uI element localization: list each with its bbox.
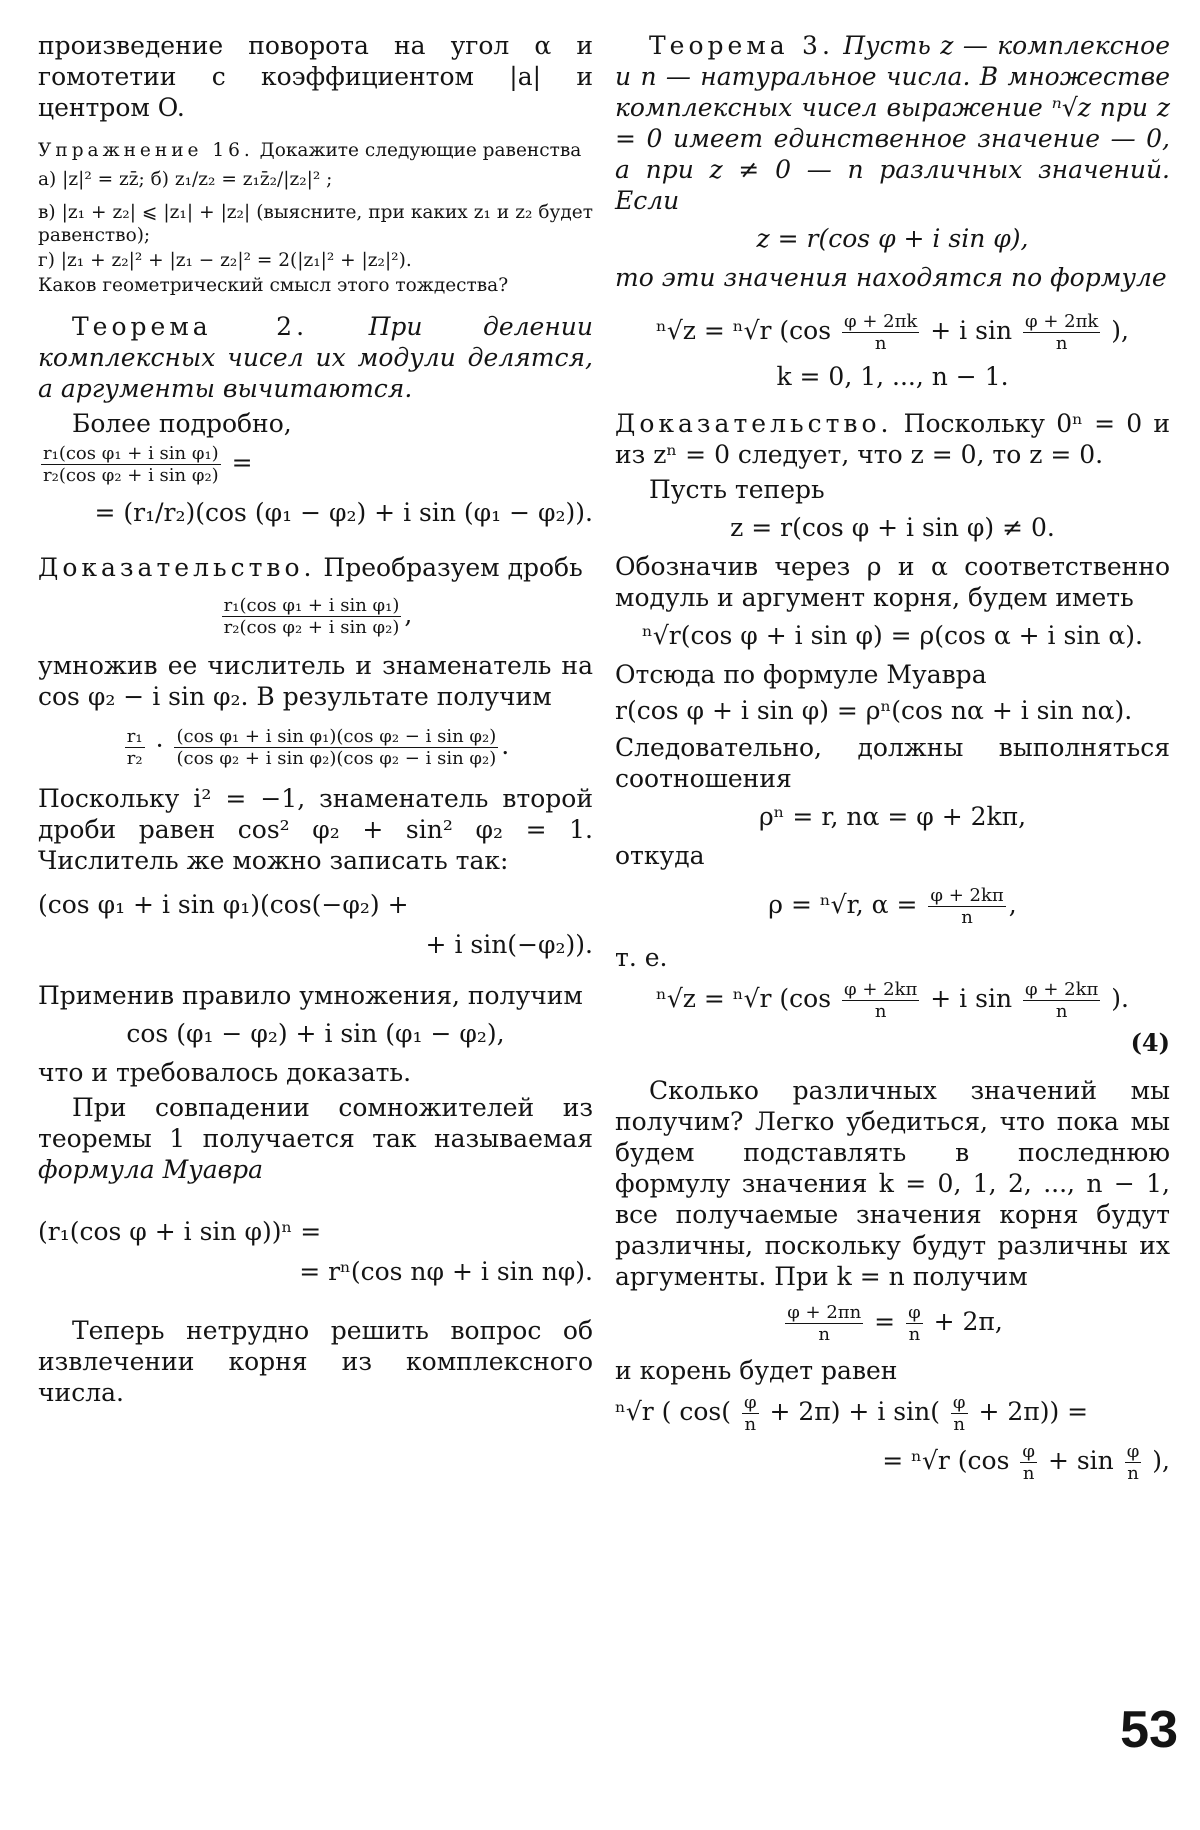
paragraph: Поскольку i² = −1, знаменатель второй дроби равен cos² φ₂ + sin² φ₂ = 1. Числитель же можно записать так: — [38, 784, 593, 875]
formula-denominator: n — [874, 1001, 887, 1022]
formula-fraction — [38, 595, 593, 638]
proof — [38, 552, 593, 583]
formula-part: = — [874, 1307, 896, 1336]
paragraph: Более подробно, — [72, 409, 292, 438]
formula-root-k-n-1 — [615, 1392, 1170, 1435]
formula-part: + sin — [1047, 1446, 1114, 1475]
formula-part: + 2π, — [933, 1307, 1003, 1336]
formula-product — [38, 726, 593, 769]
formula-part: + 2π) + i sin( — [769, 1397, 940, 1426]
paragraph: и корень будет равен — [615, 1356, 898, 1385]
formula-numerator: r₁(cos φ₁ + i sin φ₁) — [43, 443, 219, 464]
formula-part: ρ = ⁿ√r, α = — [768, 890, 918, 919]
exercise-16 — [38, 139, 593, 297]
page-number: 53 — [1120, 1701, 1178, 1759]
formula-punct: , — [404, 600, 413, 629]
formula-numerator: φ + 2kπ — [844, 979, 918, 1000]
formula-denominator: n — [1022, 1463, 1035, 1484]
paragraph — [38, 1092, 593, 1185]
formula-part: , — [1008, 890, 1017, 919]
paragraph-text: При совпадении сомножителей из теоремы 1 получается так называемая — [38, 1093, 593, 1153]
formula-k-range: k = 0, 1, ..., n − 1. — [776, 362, 1009, 391]
formula-numerator: r₁ — [126, 726, 143, 747]
formula-numerator: φ + 2kπ — [930, 885, 1004, 906]
formula-denominator: n — [744, 1414, 757, 1435]
formula-numerator: (cos φ₁ + i sin φ₁)(cos φ₂ − i sin φ₂) — [176, 726, 497, 747]
formula-z: z = r(cos φ + i sin φ), — [756, 224, 1029, 253]
formula-denominator: r₂(cos φ₂ + i sin φ₂) — [223, 617, 400, 638]
formula-denominator: (cos φ₂ + i sin φ₂)(cos φ₂ − i sin φ₂) — [176, 748, 497, 769]
formula-denominator: r₂ — [126, 748, 143, 769]
formula-numerator: r₁(cos φ₁ + i sin φ₁) — [223, 595, 400, 616]
formula-part: ⁿ√z = ⁿ√r (cos — [656, 984, 832, 1013]
formula-de-moivre-1: (r₁(cos φ + i sin φ))ⁿ = — [38, 1217, 322, 1246]
paragraph: умножив ее числитель и знаменатель на cos φ₂ − i sin φ₂. В результате получим — [38, 651, 593, 711]
exercise-g: г) |z₁ + z₂|² + |z₁ − z₂|² = 2(|z₁|² + |z₂|²). — [38, 250, 412, 271]
formula-denominator: n — [953, 1414, 965, 1435]
exercise-a: а) |z|² = zz̄; — [38, 169, 145, 190]
paragraph: то эти значения находятся по формуле — [615, 263, 1167, 292]
formula-denominator: n — [1127, 1463, 1139, 1484]
formula-part: ⁿ√z = ⁿ√r (cos — [656, 316, 832, 345]
proof-heading: Доказательство. — [615, 409, 893, 438]
theorem-2 — [38, 311, 593, 404]
proof-heading: Доказательство. — [38, 553, 316, 582]
formula-denominator: n — [961, 907, 973, 928]
formula-root-k-n-2 — [615, 1441, 1170, 1484]
formula-argument — [615, 1302, 1170, 1345]
paragraph: что и требовалось доказать. — [38, 1058, 412, 1087]
formula-roots-4 — [615, 979, 1170, 1022]
formula-numerator: φ + 2πn — [787, 1302, 862, 1323]
formula-denominator: n — [1055, 1001, 1068, 1022]
formula-numerator: φ — [1022, 1441, 1035, 1462]
proof-text: Поскольку 0ⁿ = 0 и из zⁿ = 0 следует, что z = 0, то z = 0. — [615, 409, 1170, 469]
formula-root-def: ⁿ√r(cos φ + i sin φ) = ρ(cos α + i sin α). — [642, 621, 1143, 650]
formula-division-result: = (r₁/r₂)(cos (φ₁ − φ₂) + i sin (φ₁ − φ₂)). — [94, 498, 593, 527]
formula-part: = ⁿ√r (cos — [882, 1446, 1010, 1475]
formula-root — [615, 311, 1170, 354]
proof — [615, 408, 1170, 470]
formula-numerator: φ + 2πk — [844, 311, 918, 332]
theorem-2-text: При делении комплексных чисел их модули делятся, а аргументы вычитаются. — [38, 312, 593, 403]
paragraph: Следовательно, должны выполняться соотношения — [615, 733, 1170, 793]
formula-denominator: n — [1055, 333, 1068, 354]
term-de-moivre: формула Муавра — [38, 1155, 264, 1184]
formula-numerator: φ + 2kπ — [1025, 979, 1099, 1000]
formula-denominator: r₂(cos φ₂ + i sin φ₂) — [43, 465, 219, 486]
theorem-3 — [615, 30, 1170, 216]
formula-denominator: n — [818, 1324, 830, 1345]
formula-part: ), — [1111, 316, 1129, 345]
formula-part: + 2π)) = — [978, 1397, 1089, 1426]
exercise-b: б) z₁/z₂ = z₁z̄₂/|z₂|² ; — [150, 169, 333, 190]
exercise-v: в) |z₁ + z₂| ⩽ |z₁| + |z₂| (выясните, при каких z₁ и z₂ будет равенство); — [38, 202, 593, 246]
formula-dot: · — [155, 731, 164, 760]
paragraph: откуда — [615, 841, 705, 870]
theorem-2-heading: Теорема 2. — [72, 312, 309, 341]
formula-denominator: n — [874, 333, 887, 354]
formula-division — [38, 443, 593, 486]
formula-equals: = — [231, 448, 253, 477]
proof-text: Преобразуем дробь — [323, 553, 583, 582]
paragraph: т. е. — [615, 943, 668, 972]
exercise-heading: Упражнение 16. — [38, 140, 254, 161]
equation-number: (4) — [1130, 1028, 1170, 1057]
paragraph: Обозначив через ρ и α соответственно модуль и аргумент корня, будем иметь — [615, 552, 1170, 612]
formula-part: ), — [1152, 1446, 1170, 1475]
formula-punct: . — [501, 731, 510, 760]
paragraph: Теперь нетрудно решить вопрос об извлечении корня из комплексного числа. — [38, 1316, 593, 1407]
formula-numerator: φ — [952, 1392, 966, 1413]
formula-z-nonzero: z = r(cos φ + i sin φ) ≠ 0. — [730, 513, 1055, 542]
theorem-3-text: Пусть z — комплексное и n — натуральное числа. В множестве комплексных чисел выражение ⁿ√z при z = 0 имеет единственное значение — 0, а при z ≠ 0 — n различных значений. Если — [615, 31, 1170, 215]
formula-part: ). — [1111, 984, 1129, 1013]
theorem-3-heading: Теорема 3. — [649, 31, 834, 60]
formula-numerator: φ — [1126, 1441, 1140, 1462]
paragraph: произведение поворота на угол α и гомотетии с коэффициентом |a| и центром O. — [38, 31, 593, 122]
paragraph: Применив правило умножения, получим — [38, 981, 583, 1010]
formula-part: + i sin — [930, 316, 1013, 345]
formula-numerator: φ — [743, 1392, 757, 1413]
formula-numerator-line-2: + i sin(−φ₂)). — [425, 930, 593, 959]
formula-numerator-line-1: (cos φ₁ + i sin φ₁)(cos(−φ₂) + — [38, 890, 409, 919]
formula-numerator: φ + 2πk — [1025, 311, 1099, 332]
formula-relations: ρⁿ = r, nα = φ + 2kπ, — [758, 802, 1027, 831]
right-column — [615, 30, 1170, 1490]
formula-part: ⁿ√r ( cos( — [615, 1397, 731, 1426]
formula-denominator: n — [908, 1324, 921, 1345]
exercise-question: Каков геометрический смысл этого тождества? — [38, 275, 509, 296]
paragraph: Пусть теперь — [649, 475, 825, 504]
formula-rho-alpha — [615, 885, 1170, 928]
formula-difference: cos (φ₁ − φ₂) + i sin (φ₁ − φ₂), — [126, 1019, 505, 1048]
formula-part: + i sin — [930, 984, 1013, 1013]
paragraph: Сколько различных значений мы получим? Легко убедиться, что пока мы будем подставлять в последнюю формулу значения k = 0, 1, 2, ..., n − 1, все получаемые значения корня будут различны, поскольку будут различны их аргументы. При k = n получим — [615, 1076, 1170, 1291]
exercise-text: Докажите следующие равенства — [259, 140, 582, 161]
formula-de-moivre-2: = rⁿ(cos nφ + i sin nφ). — [299, 1257, 593, 1286]
paragraph: Отсюда по формуле Муавра — [615, 660, 987, 689]
formula-numerator: φ — [908, 1302, 921, 1323]
formula-de-moivre-apply: r(cos φ + i sin φ) = ρⁿ(cos nα + i sin nα). — [615, 696, 1133, 725]
left-column — [38, 30, 593, 1412]
